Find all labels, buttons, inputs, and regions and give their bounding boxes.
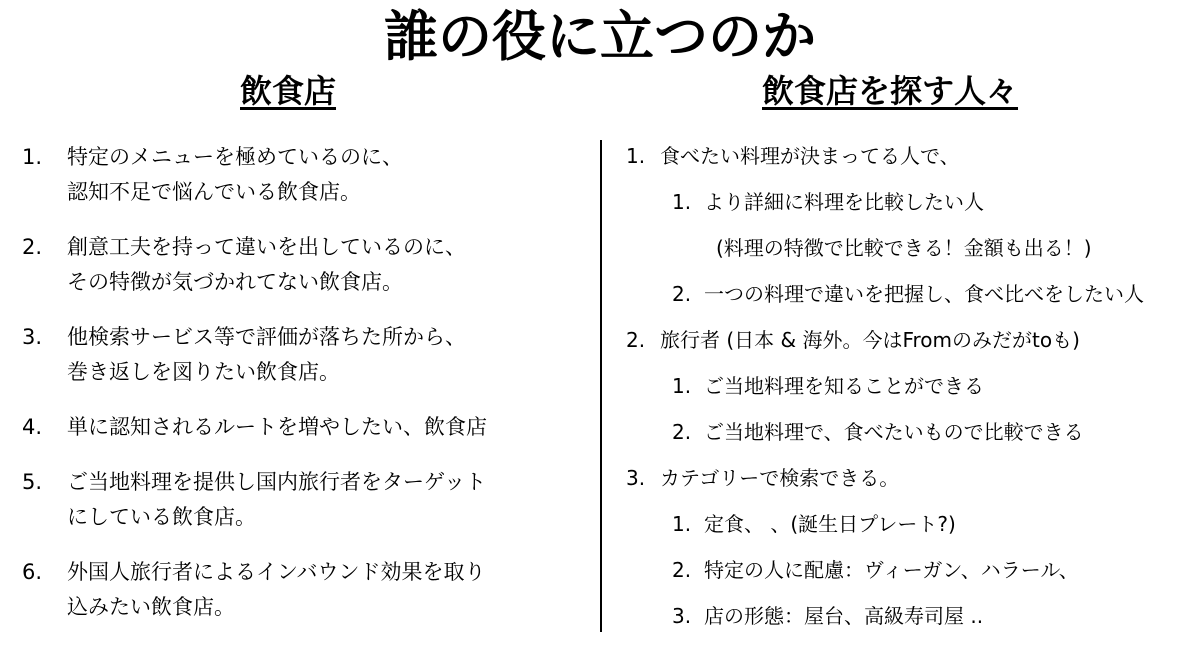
item-number: 2. xyxy=(672,558,692,582)
item-number: 2. xyxy=(626,328,646,352)
item-text-line: 込みたい飲食店。 xyxy=(67,595,235,619)
item-number: 3. xyxy=(626,466,646,490)
item-number: 2. xyxy=(672,282,692,306)
item-text: カテゴリーで検索できる。 xyxy=(660,466,900,490)
item-text-line: 特定のメニューを極めているのに、 xyxy=(67,145,403,169)
item-text-line: 外国人旅行者によるインバウンド効果を取り xyxy=(67,560,486,584)
sub-list-note xyxy=(626,231,1196,277)
item-text-line: ご当地料理を提供し国内旅行者をターゲット xyxy=(67,470,487,494)
list-item xyxy=(22,555,582,625)
sub-list-item xyxy=(626,599,1196,645)
item-number: 1. xyxy=(626,144,646,168)
item-text-line: 創意工夫を持って違いを出しているのに、 xyxy=(67,235,466,259)
item-text-line: 他検索サービス等で評価が落ちた所から、 xyxy=(67,325,466,349)
item-number: 4. xyxy=(22,415,43,439)
item-text-line: 単に認知されるルートを増やしたい、飲食店 xyxy=(67,415,487,439)
item-number: 3. xyxy=(22,325,43,349)
item-number: 1. xyxy=(672,374,692,398)
restaurant-list xyxy=(22,140,582,645)
sub-list-item xyxy=(626,415,1196,461)
item-number: 1. xyxy=(672,190,692,214)
item-text-line: その特徴が気づかれてない飲食店。 xyxy=(67,270,403,294)
item-text: 店の形態：屋台、高級寿司屋 .. xyxy=(704,604,984,628)
item-number: 1. xyxy=(22,145,43,169)
item-number: 1. xyxy=(672,512,692,536)
item-text-line: 認知不足で悩んでいる飲食店。 xyxy=(67,180,361,204)
sub-list-item xyxy=(626,553,1196,599)
right-column-heading: 飲食店を探す人々 xyxy=(762,72,1019,110)
sub-list-item xyxy=(626,185,1196,231)
item-number: 2. xyxy=(672,420,692,444)
item-number: 6. xyxy=(22,560,43,584)
sub-list-item xyxy=(626,369,1196,415)
list-item xyxy=(626,461,1196,507)
item-text-line: 巻き返しを図りたい飲食店。 xyxy=(67,360,340,384)
item-text-line: にしている飲食店。 xyxy=(67,505,256,529)
item-text: 一つの料理で違いを把握し、食べ比べをしたい人 xyxy=(704,282,1144,306)
item-number: 2. xyxy=(22,235,43,259)
item-text: (料理の特徴で比較できる！金額も出る！) xyxy=(716,236,1092,260)
list-item xyxy=(22,320,582,390)
left-column-heading: 飲食店 xyxy=(240,72,337,110)
item-text: 旅行者 (日本 & 海外。今はFromのみだがtoも) xyxy=(660,328,1080,352)
seeker-list xyxy=(626,139,1196,645)
item-text: ご当地料理で、食べたいもので比較できる xyxy=(704,420,1084,444)
item-text: 食べたい料理が決まってる人で、 xyxy=(660,144,960,168)
item-text: より詳細に料理を比較したい人 xyxy=(704,190,984,214)
sub-list-item xyxy=(626,277,1196,323)
list-item xyxy=(22,410,582,445)
item-text: 特定の人に配慮：ヴィーガン、ハラール、 xyxy=(704,558,1079,582)
column-divider xyxy=(600,140,602,632)
page-title: 誰の役に立つのか xyxy=(384,5,816,68)
list-item xyxy=(626,323,1196,369)
list-item xyxy=(22,465,582,535)
item-number: 5. xyxy=(22,470,43,494)
item-number: 3. xyxy=(672,604,692,628)
item-text: ご当地料理を知ることができる xyxy=(704,374,984,398)
list-item xyxy=(22,230,582,300)
sub-list-item xyxy=(626,507,1196,553)
list-item xyxy=(22,140,582,210)
item-text: 定食、 、(誕生日プレート?) xyxy=(704,512,956,536)
list-item xyxy=(626,139,1196,185)
